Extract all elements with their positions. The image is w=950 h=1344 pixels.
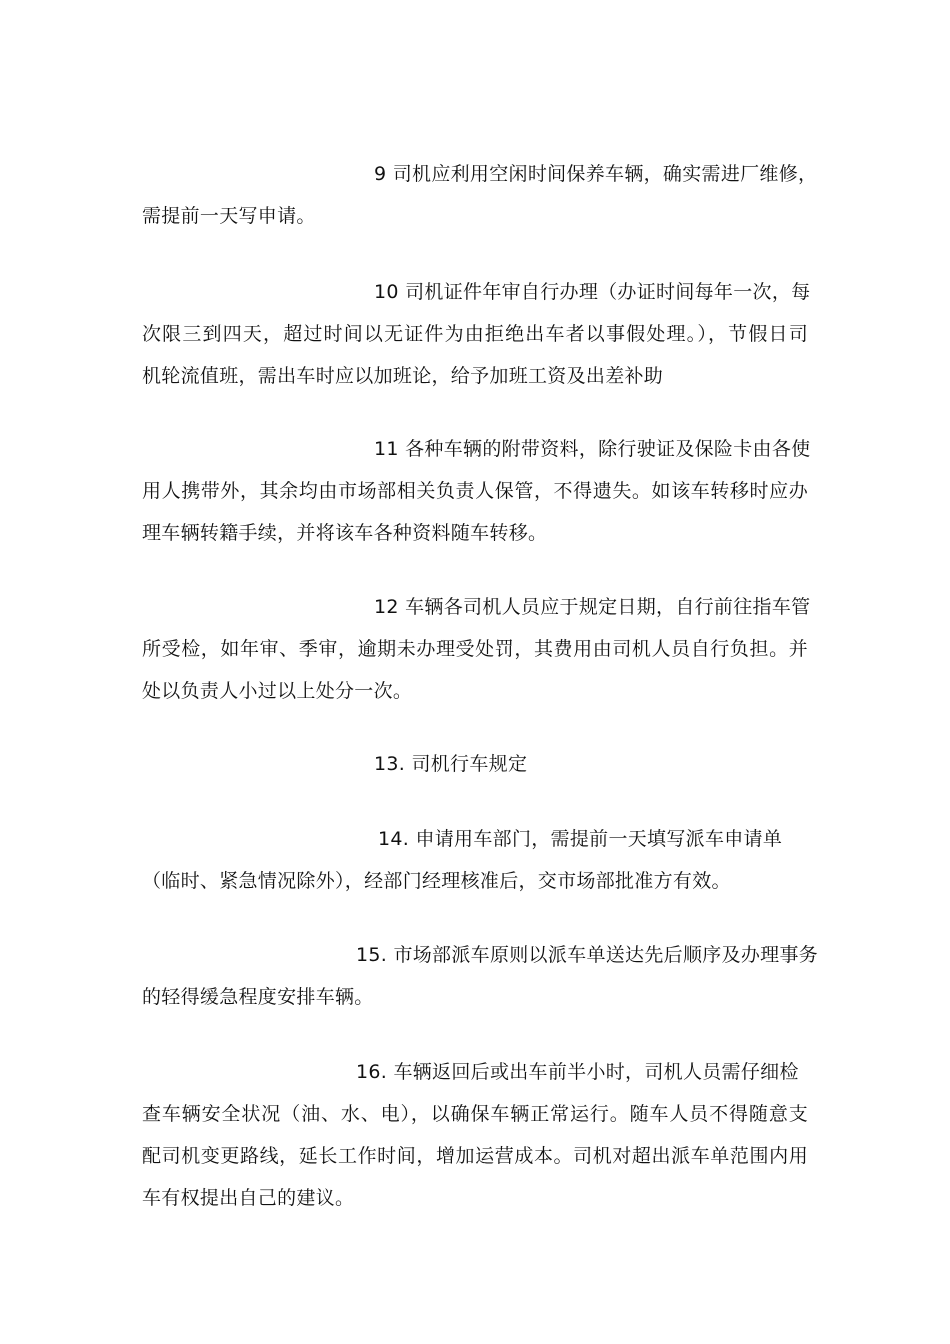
- paragraph-9-line-2: 需提前一天写申请。: [142, 205, 316, 227]
- paragraph-11-line-3: 理车辆转籍手续，并将该车各种资料随车转移。: [142, 522, 548, 544]
- paragraph-12-line-2: 所受检，如年审、季审，逾期未办理受处罚，其费用由司机人员自行负担。并: [142, 638, 808, 660]
- paragraph-10-line-1: 10 司机证件年审自行办理（办证时间每年一次，每: [374, 281, 811, 303]
- paragraph-14-line-2: （临时、紧急情况除外），经部门经理核准后，交市场部批准方有效。: [142, 870, 731, 892]
- paragraph-12-line-1: 12 车辆各司机人员应于规定日期，自行前往指车管: [374, 596, 811, 618]
- paragraph-13-heading: 13. 司机行车规定: [374, 753, 528, 775]
- paragraph-11-line-1: 11 各种车辆的附带资料，除行驶证及保险卡由各使: [374, 438, 811, 460]
- paragraph-11-line-2: 用人携带外，其余均由市场部相关负责人保管，不得遗失。如该车转移时应办: [142, 480, 808, 502]
- paragraph-14-line-1: 14. 申请用车部门，需提前一天填写派车申请单: [378, 828, 783, 850]
- paragraph-12-line-3: 处以负责人小过以上处分一次。: [142, 680, 413, 702]
- paragraph-10-line-2: 次限三到四天，超过时间以无证件为由拒绝出车者以事假处理。），节假日司: [142, 323, 808, 345]
- paragraph-16-line-2: 查车辆安全状况（油、水、电），以确保车辆正常运行。随车人员不得随意支: [142, 1103, 808, 1125]
- paragraph-15-line-1: 15. 市场部派车原则以派车单送达先后顺序及办理事务: [356, 944, 819, 966]
- paragraph-16-line-3: 配司机变更路线，延长工作时间，增加运营成本。司机对超出派车单范围内用: [142, 1145, 808, 1167]
- paragraph-16-line-1: 16. 车辆返回后或出车前半小时，司机人员需仔细检: [356, 1061, 799, 1083]
- paragraph-9-line-1: 9 司机应利用空闲时间保养车辆，确实需进厂维修，: [374, 163, 818, 185]
- paragraph-10-line-3: 机轮流值班，需出车时应以加班论，给予加班工资及出差补助: [142, 365, 664, 387]
- paragraph-15-line-2: 的轻得缓急程度安排车辆。: [142, 986, 374, 1008]
- paragraph-16-line-4: 车有权提出自己的建议。: [142, 1187, 355, 1209]
